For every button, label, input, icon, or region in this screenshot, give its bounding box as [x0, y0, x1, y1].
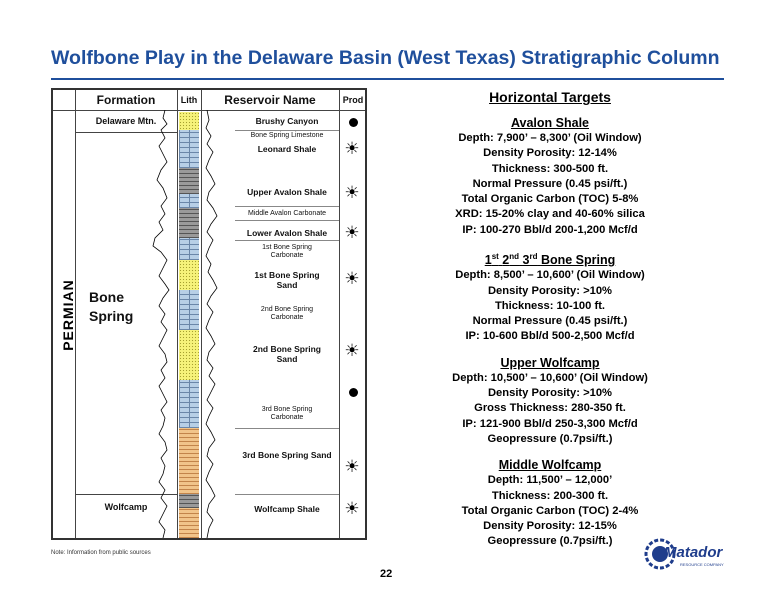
upper-wolfcamp-line: Geopressure (0.7psi/ft.) [487, 432, 613, 445]
header-reservoir-name: Reservoir Name [224, 93, 316, 107]
avalon-line: IP: 100-270 Bbl/d 200-1,200 Mcf/d [462, 223, 638, 236]
oil-well-icon [349, 388, 358, 397]
lith-block [179, 238, 199, 260]
bone-spring-line: Depth: 8,500’ – 10,600’ (Oil Window) [455, 269, 645, 282]
page-title: Wolfbone Play in the Delaware Basin (West Texas) Stratigraphic Column [51, 47, 720, 69]
middle-wolfcamp-line: Density Porosity: 12-15% [483, 520, 617, 533]
upper-wolfcamp-line: Gross Thickness: 280-350 ft. [474, 402, 626, 415]
avalon-line: Depth: 7,900’ – 8,300’ (Oil Window) [458, 132, 642, 144]
reservoir-3rd-bs-sand: 3rd Bone Spring Sand [242, 450, 332, 460]
reservoir-divider [235, 428, 339, 429]
reservoir-1st-bs-sand: 1st Bone Spring Sand [254, 270, 320, 290]
reservoir-lower-avalon-shale: Lower Avalon Shale [246, 228, 328, 238]
lith-block [179, 290, 199, 330]
reservoir-divider [235, 494, 339, 495]
oil-gas-well-icon: ☀ [344, 457, 360, 476]
reservoir-leonard-shale: Leonard Shale [257, 144, 317, 154]
avalon-line: Normal Pressure (0.45 psi/ft.) [472, 177, 628, 190]
reservoir-1st-bs-carbonate: 1st Bone Spring Carbonate [262, 244, 312, 259]
formation-bone-spring: Bone Spring [89, 289, 134, 324]
middle-wolfcamp-line: Depth: 11,500’ – 12,000’ [487, 474, 613, 487]
avalon-line: Density Porosity: 12-14% [483, 147, 617, 160]
bone-spring-line: Normal Pressure (0.45 psi/ft.) [472, 315, 628, 328]
permian-label: PERMIAN [60, 279, 76, 351]
avalon-line: XRD: 15-20% clay and 40-60% silica [455, 208, 645, 221]
upper-wolfcamp-line: Depth: 10,500’ – 10,600’ (Oil Window) [452, 371, 648, 384]
lith-block [179, 260, 199, 290]
formation-wolfcamp: Wolfcamp [104, 502, 148, 512]
oil-gas-well-icon: ☀ [344, 223, 360, 242]
oil-gas-well-icon: ☀ [344, 139, 360, 158]
lith-block [179, 168, 199, 194]
lith-block [179, 194, 199, 208]
reservoir-divider [235, 130, 339, 131]
title-divider [51, 78, 724, 80]
header-lith: Lith [180, 95, 198, 105]
header-formation: Formation [96, 93, 156, 107]
logo-tagline: RESOURCE COMPANY [680, 562, 724, 567]
oil-gas-well-icon: ☀ [344, 499, 360, 518]
reservoir-divider [235, 240, 339, 241]
lith-block [179, 208, 199, 238]
bone-spring-line: Density Porosity: >10% [487, 284, 613, 297]
oil-well-icon [349, 118, 358, 127]
lith-block [179, 380, 199, 428]
upper-wolfcamp-line: IP: 121-900 Bbl/d 250-3,300 Mcf/d [462, 417, 638, 430]
avalon-line: Total Organic Carbon (TOC) 5-8% [461, 193, 639, 206]
oil-gas-well-icon: ☀ [344, 269, 360, 288]
reservoir-bone-spring-limestone: Bone Spring Limestone [250, 132, 324, 139]
oil-gas-well-icon: ☀ [344, 183, 360, 202]
well-log-curve-right [203, 110, 231, 538]
lith-block [179, 508, 199, 538]
avalon-title: Avalon Shale [510, 116, 590, 130]
bone-spring-line: IP: 10-600 Bbl/d 500-2,500 Mcf/d [465, 330, 635, 343]
reservoir-middle-avalon-carbonate: Middle Avalon Carbonate [247, 210, 327, 217]
lith-block [179, 428, 199, 494]
middle-wolfcamp-line: Total Organic Carbon (TOC) 2-4% [461, 504, 639, 517]
middle-wolfcamp-title: Middle Wolfcamp [498, 458, 602, 473]
upper-wolfcamp-title: Upper Wolfcamp [500, 355, 600, 370]
bone-spring-line: Thickness: 10-100 ft. [494, 299, 606, 312]
header-prod: Prod [342, 95, 364, 105]
footnote: Note: Information from public sources [51, 550, 151, 556]
reservoir-upper-avalon-shale: Upper Avalon Shale [247, 187, 327, 197]
reservoir-divider [235, 220, 339, 221]
reservoir-2nd-bs-carbonate: 2nd Bone Spring Carbonate [260, 306, 314, 321]
avalon-line: Thickness: 300-500 ft. [491, 162, 609, 175]
column-divider [339, 90, 340, 538]
well-log-curve-left [149, 110, 179, 538]
lith-block [179, 112, 199, 130]
bone-spring-title: 1st 2nd 3rd Bone Spring [484, 252, 616, 268]
lith-block [179, 494, 199, 508]
oil-gas-well-icon: ☀ [344, 341, 360, 360]
column-divider [201, 90, 202, 538]
middle-wolfcamp-line: Geopressure (0.7psi/ft.) [487, 535, 613, 548]
targets-heading: Horizontal Targets [489, 89, 611, 105]
logo-name: Matador [664, 544, 723, 561]
page-number: 22 [380, 568, 393, 580]
reservoir-wolfcamp-shale: Wolfcamp Shale [254, 504, 320, 514]
reservoir-2nd-bs-sand: 2nd Bone Spring Sand [253, 344, 321, 364]
upper-wolfcamp-line: Density Porosity: >10% [487, 387, 613, 400]
reservoir-3rd-bs-carbonate: 3rd Bone Spring Carbonate [261, 406, 313, 421]
formation-delaware: Delaware Mtn. [95, 116, 157, 126]
middle-wolfcamp-line: Thickness: 200-300 ft. [491, 489, 609, 502]
lith-block [179, 130, 199, 168]
horizontal-targets [430, 88, 670, 550]
reservoir-brushy-canyon: Brushy Canyon [255, 116, 319, 126]
lith-block [179, 330, 199, 380]
reservoir-divider [235, 206, 339, 207]
stratigraphic-column [51, 88, 367, 540]
